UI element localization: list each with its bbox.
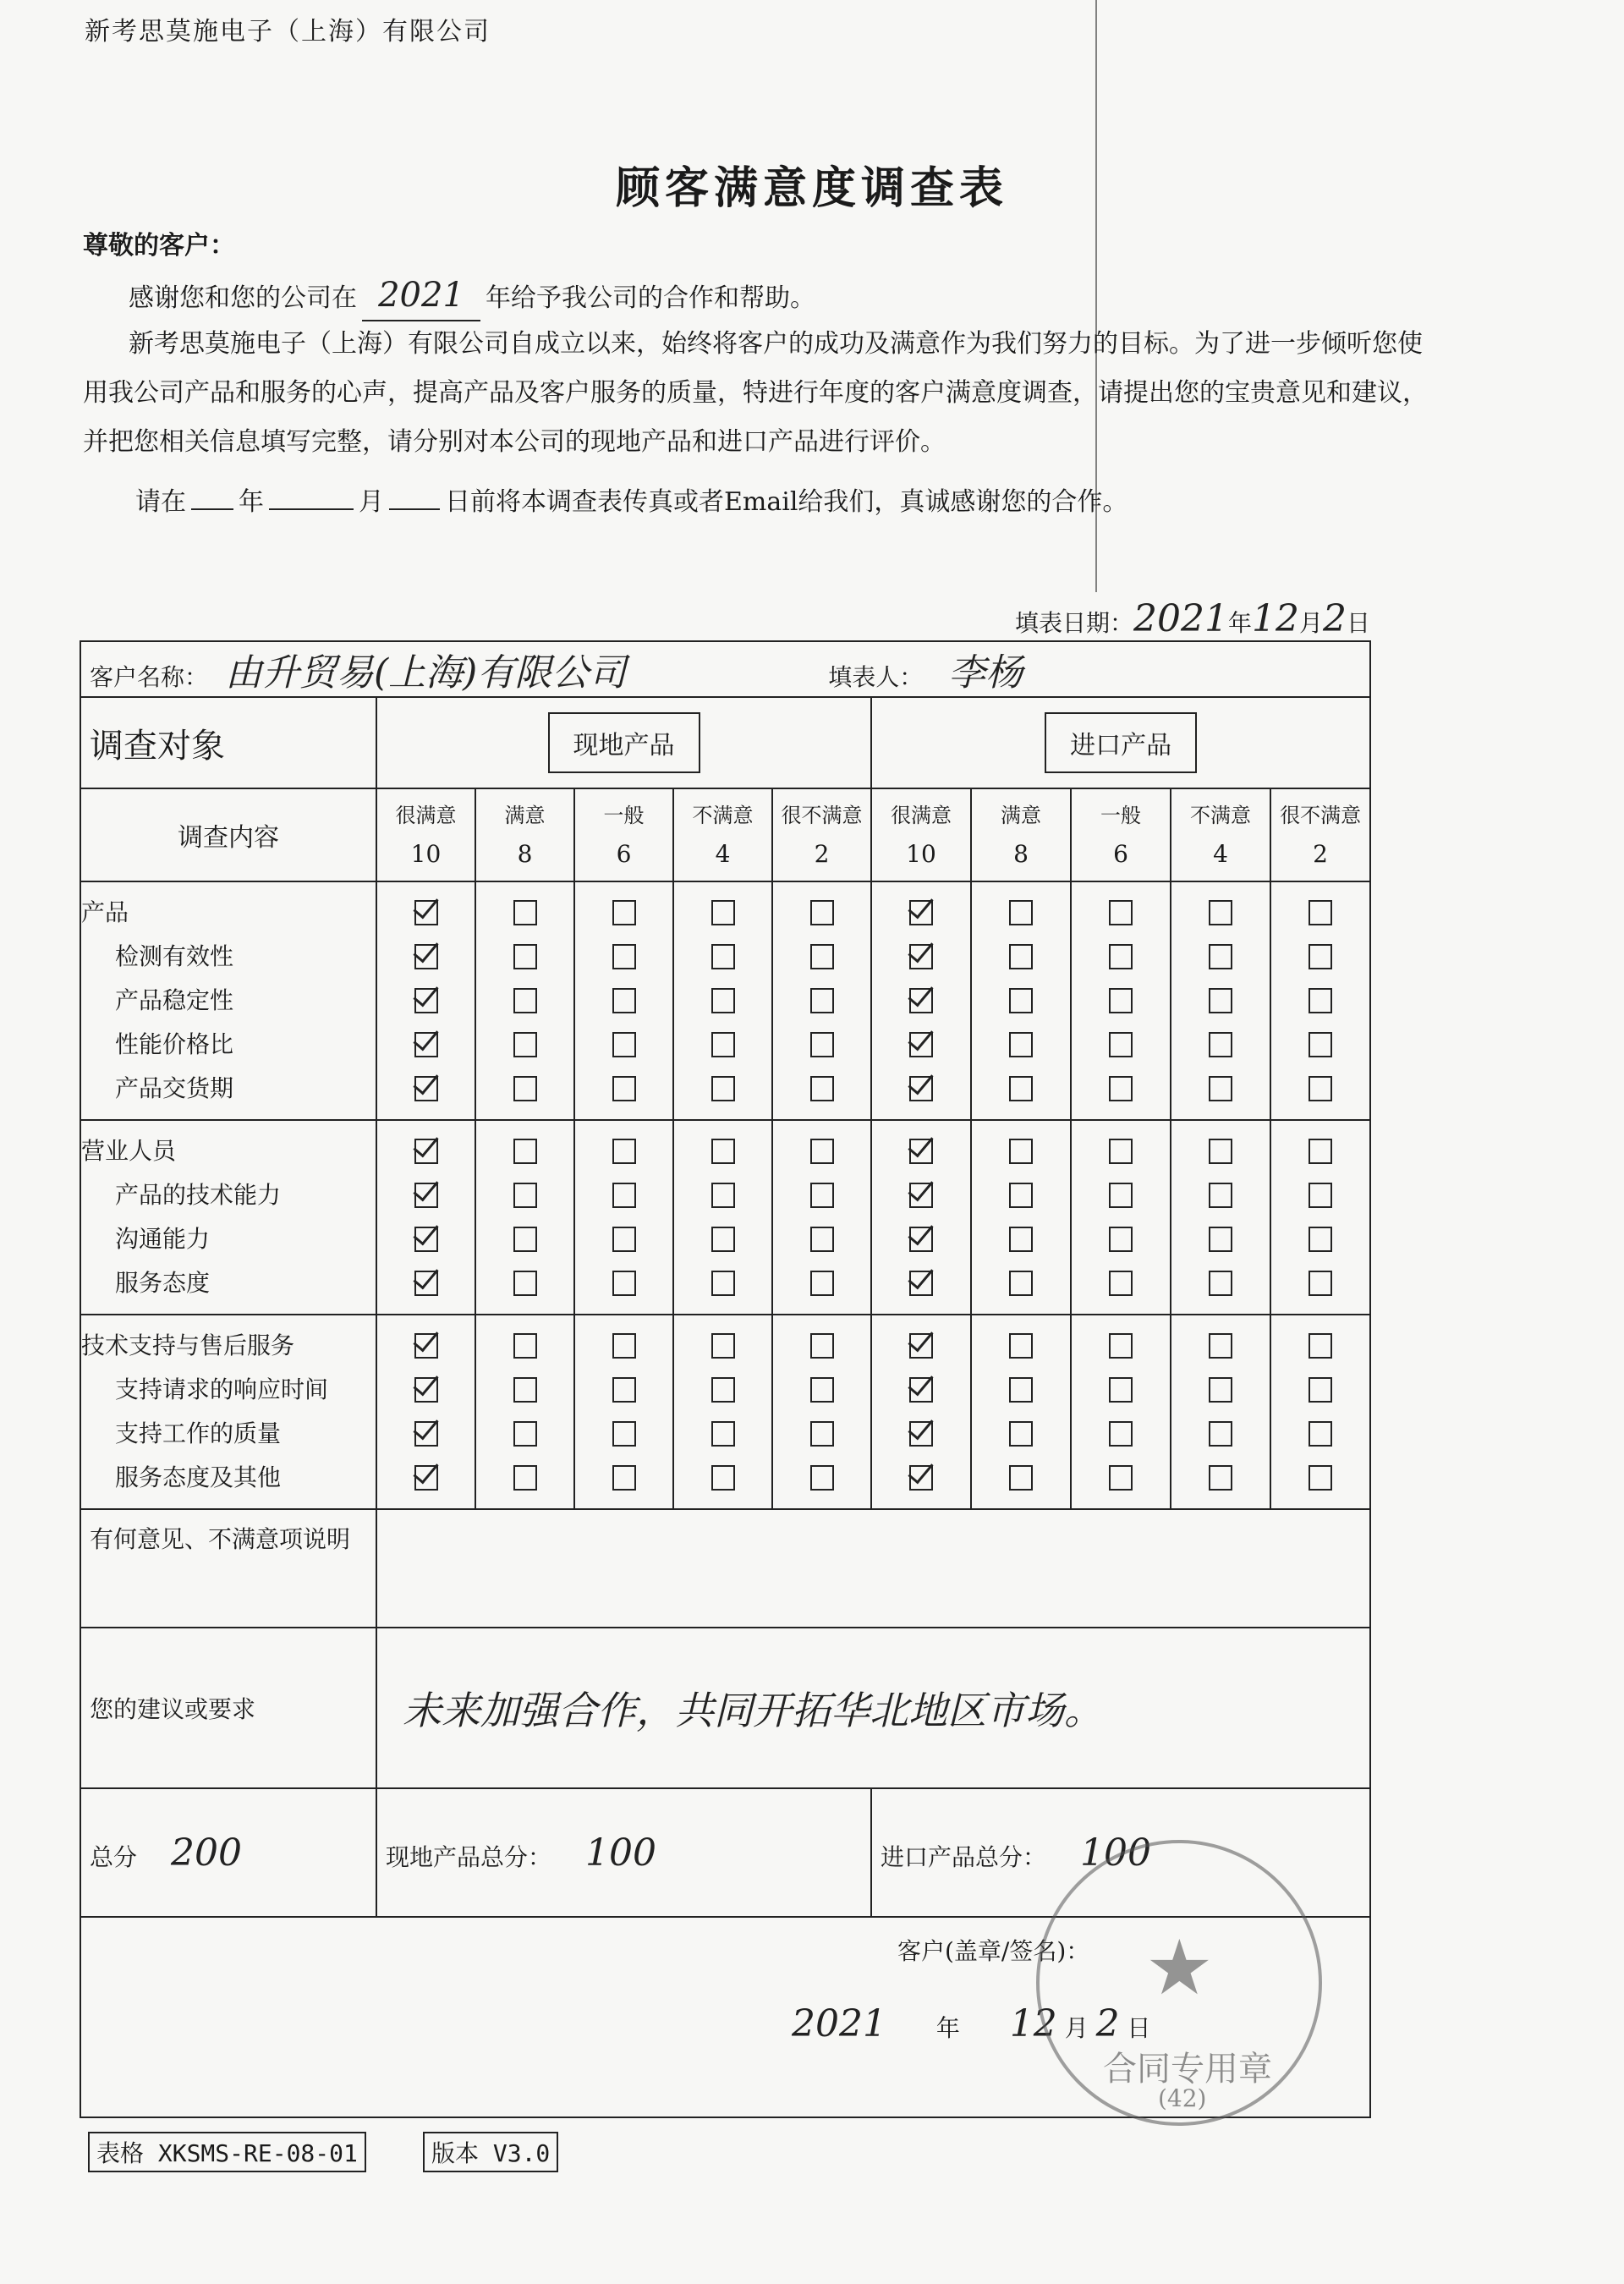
rating-checkbox-local[interactable]: [414, 988, 438, 1013]
seal-star-icon: ★: [1145, 1924, 1214, 2012]
version-label: 版本 V3.0: [423, 2132, 558, 2172]
signature-day[interactable]: 2: [1095, 2002, 1120, 2045]
local-total-cell: [376, 1788, 871, 1917]
rating-score: 4: [715, 840, 731, 868]
rating-header-import-1: [971, 788, 1071, 881]
rating-checkbox-import[interactable]: [1109, 900, 1133, 925]
rating-checkbox-local[interactable]: [414, 1183, 438, 1208]
rating-column-import-10: [871, 1315, 971, 1509]
rating-score: 6: [616, 840, 632, 868]
seal-number: (42): [1158, 2084, 1207, 2112]
rating-checkbox-import[interactable]: [909, 1465, 933, 1491]
rating-checkbox-local[interactable]: [414, 944, 438, 969]
rating-column-local-10: [376, 1315, 475, 1509]
rating-checkbox-local[interactable]: [513, 1271, 537, 1296]
signature-day-unit: 日: [1127, 2014, 1151, 2042]
rating-column-local-8: [475, 881, 574, 1120]
criteria-item-label: 产品的技术能力: [115, 1181, 282, 1209]
rating-checkbox-local[interactable]: [612, 1271, 636, 1296]
fill-date-year[interactable]: 2021: [1133, 597, 1228, 640]
rating-label: 很满意: [891, 804, 952, 827]
rating-header-local-3: [673, 788, 772, 881]
rating-column-local-8: [475, 1120, 574, 1315]
thanks-suffix: 年给予我公司的合作和帮助。: [486, 283, 815, 313]
survey-content-label: 调查内容: [80, 788, 376, 881]
criteria-item-label: 沟通能力: [115, 1225, 211, 1253]
fill-date-day[interactable]: 2: [1322, 597, 1347, 640]
rating-checkbox-local[interactable]: [810, 1227, 834, 1252]
rating-label: 满意: [1001, 804, 1041, 827]
fill-date: [1015, 597, 1370, 640]
criteria-section: [80, 1120, 1370, 1315]
rating-checkbox-import[interactable]: [1009, 1032, 1033, 1057]
rating-checkbox-import[interactable]: [909, 900, 933, 925]
rating-header-local-1: [475, 788, 574, 881]
rating-column-local-8: [475, 1315, 574, 1509]
rating-label: 不满意: [692, 804, 754, 827]
rating-column-import-4: [1171, 1315, 1270, 1509]
local-total-label: 现地产品总分：: [386, 1842, 552, 1871]
criteria-item-label: 性能价格比: [115, 1030, 234, 1058]
rating-checkbox-import[interactable]: [1309, 1139, 1332, 1164]
rating-score: 6: [1113, 840, 1128, 868]
signature-month-unit: 月: [1064, 2014, 1089, 2042]
deadline-line: [83, 478, 1489, 527]
criteria-labels: [80, 1120, 376, 1315]
rating-column-import-8: [971, 1315, 1071, 1509]
survey-object-row: [80, 697, 1370, 788]
rating-checkbox-import[interactable]: [1009, 1333, 1033, 1359]
rating-checkbox-import[interactable]: [1309, 944, 1332, 969]
rating-checkbox-import[interactable]: [1009, 1421, 1033, 1447]
signature-year[interactable]: 2021: [792, 2002, 886, 2045]
rating-checkbox-import[interactable]: [1309, 1227, 1332, 1252]
rating-checkbox-local[interactable]: [711, 988, 735, 1013]
rating-checkbox-local[interactable]: [513, 1183, 537, 1208]
rating-checkbox-local[interactable]: [612, 1333, 636, 1359]
rating-checkbox-import[interactable]: [1309, 1271, 1332, 1296]
rating-column-import-6: [1071, 1120, 1171, 1315]
rating-header-local-2: [574, 788, 673, 881]
rating-label: 一般: [1100, 804, 1141, 827]
rating-checkbox-import[interactable]: [1209, 1333, 1232, 1359]
company-seal: [1036, 1840, 1322, 2126]
signature-label: 客户(盖章/签名)：: [897, 1937, 1090, 1965]
rating-checkbox-import[interactable]: [1209, 900, 1232, 925]
company-header: 新考思莫施电子（上海）有限公司: [85, 17, 491, 47]
criteria-labels: [80, 881, 376, 1120]
rating-checkbox-import[interactable]: [1109, 1139, 1133, 1164]
rating-checkbox-import[interactable]: [1309, 1076, 1332, 1101]
deadline-year-unit: 年: [239, 487, 264, 517]
criteria-item-label: 支持工作的质量: [115, 1419, 282, 1447]
rating-label: 很不满意: [1280, 804, 1362, 827]
rating-checkbox-import[interactable]: [1209, 1271, 1232, 1296]
deadline-month-unit: 月: [359, 487, 384, 517]
rating-column-import-10: [871, 1120, 971, 1315]
rating-checkbox-local[interactable]: [711, 1183, 735, 1208]
rating-checkbox-import[interactable]: [909, 944, 933, 969]
rating-checkbox-import[interactable]: [1209, 1076, 1232, 1101]
intro-paragraph: 新考思莫施电子（上海）有限公司自成立以来，始终将客户的成功及满意作为我们努力的目标。为了进一步倾听您使用我公司产品和服务的心声，提高产品及客户服务的质量，特进行年度的客户满意度调查，请提出您的宝贵意见和建议，并把您相关信息填写完整，请分别对本公司的现地产品和进口产品进行评价。: [83, 329, 1428, 457]
rating-checkbox-import[interactable]: [1209, 944, 1232, 969]
rating-checkbox-import[interactable]: [1009, 1271, 1033, 1296]
remarks-label: 有何意见、不满意项说明: [80, 1509, 376, 1628]
rating-checkbox-import[interactable]: [1309, 1421, 1332, 1447]
rating-checkbox-import[interactable]: [1209, 1465, 1232, 1491]
remarks-row: [80, 1509, 1370, 1628]
rating-column-import-8: [971, 881, 1071, 1120]
rating-checkbox-local[interactable]: [414, 1032, 438, 1057]
criteria-item-label: 产品交货期: [115, 1074, 234, 1102]
rating-checkbox-import[interactable]: [909, 1271, 933, 1296]
remarks-field[interactable]: [376, 1509, 1370, 1628]
thanks-prefix: 感谢您和您的公司在: [129, 283, 357, 313]
rating-column-local-4: [673, 1315, 772, 1509]
rating-checkbox-local[interactable]: [513, 900, 537, 925]
rating-header-local-0: [376, 788, 475, 881]
rating-checkbox-import[interactable]: [1109, 1333, 1133, 1359]
rating-checkbox-local[interactable]: [414, 1227, 438, 1252]
rating-checkbox-local[interactable]: [810, 1271, 834, 1296]
rating-checkbox-local[interactable]: [612, 988, 636, 1013]
local-products-header: [376, 697, 871, 788]
rating-checkbox-local[interactable]: [414, 1465, 438, 1491]
deadline-month-field[interactable]: [269, 508, 354, 510]
rating-checkbox-import[interactable]: [1209, 988, 1232, 1013]
rating-column-local-10: [376, 881, 475, 1120]
rating-checkbox-local[interactable]: [612, 1465, 636, 1491]
rating-checkbox-local[interactable]: [810, 944, 834, 969]
criteria-item-label: 支持请求的响应时间: [115, 1375, 329, 1403]
rating-checkbox-import[interactable]: [1209, 1032, 1232, 1057]
rating-checkbox-import[interactable]: [1009, 1465, 1033, 1491]
total-cell: [80, 1788, 376, 1917]
rating-checkbox-import[interactable]: [1109, 1421, 1133, 1447]
rating-label: 满意: [504, 804, 546, 827]
total-label: 总分: [90, 1842, 138, 1871]
rating-checkbox-local[interactable]: [810, 1032, 834, 1057]
rating-checkbox-local[interactable]: [711, 1032, 735, 1057]
criteria-item-label: 检测有效性: [115, 942, 234, 970]
import-total-label: 进口产品总分：: [881, 1842, 1047, 1871]
rating-checkbox-local[interactable]: [711, 1271, 735, 1296]
form-code-label: 表格 XKSMS-RE-08-01: [88, 2132, 366, 2172]
rating-checkbox-import[interactable]: [1309, 1465, 1332, 1491]
rating-checkbox-import[interactable]: [909, 1032, 933, 1057]
rating-column-local-6: [574, 881, 673, 1120]
import-total-field[interactable]: 100: [1080, 1831, 1151, 1875]
rating-checkbox-local[interactable]: [810, 1377, 834, 1403]
rating-checkbox-import[interactable]: [1109, 1227, 1133, 1252]
deadline-prefix: 请在: [135, 487, 186, 517]
rating-checkbox-local[interactable]: [513, 1139, 537, 1164]
rating-checkbox-local[interactable]: [612, 1377, 636, 1403]
rating-checkbox-local[interactable]: [810, 1333, 834, 1359]
thanks-year-field[interactable]: 2021: [362, 271, 480, 321]
rating-checkbox-import[interactable]: [1209, 1183, 1232, 1208]
rating-column-local-2: [772, 1120, 871, 1315]
rating-column-local-6: [574, 1120, 673, 1315]
rating-header-import-0: [871, 788, 971, 881]
customer-name-label: 客户名称：: [90, 663, 209, 691]
rating-checkbox-import[interactable]: [1109, 1183, 1133, 1208]
rating-checkbox-import[interactable]: [1109, 1076, 1133, 1101]
rating-checkbox-local[interactable]: [513, 1421, 537, 1447]
rating-checkbox-import[interactable]: [1209, 1421, 1232, 1447]
criteria-section-title: 产品: [81, 898, 129, 926]
rating-checkbox-import[interactable]: [909, 1183, 933, 1208]
criteria-section: [80, 1315, 1370, 1509]
rating-column-import-2: [1270, 1120, 1370, 1315]
rating-checkbox-local[interactable]: [711, 1076, 735, 1101]
rating-checkbox-import[interactable]: [909, 1377, 933, 1403]
rating-checkbox-import[interactable]: [1009, 1183, 1033, 1208]
rating-score: 10: [906, 840, 936, 868]
rating-checkbox-local[interactable]: [612, 1421, 636, 1447]
rating-checkbox-local[interactable]: [612, 1227, 636, 1252]
rating-column-import-2: [1270, 881, 1370, 1120]
rating-checkbox-local[interactable]: [414, 1139, 438, 1164]
rating-checkbox-import[interactable]: [1309, 1377, 1332, 1403]
rating-checkbox-local[interactable]: [414, 1377, 438, 1403]
suggestion-label: 您的建议或要求: [80, 1628, 376, 1788]
rating-checkbox-import[interactable]: [1309, 1333, 1332, 1359]
rating-checkbox-local[interactable]: [612, 1076, 636, 1101]
rating-label: 一般: [603, 804, 645, 827]
rating-checkbox-import[interactable]: [909, 1139, 933, 1164]
criteria-section-title: 技术支持与售后服务: [81, 1331, 295, 1359]
rating-checkbox-import[interactable]: [1309, 1183, 1332, 1208]
rating-checkbox-import[interactable]: [1009, 1139, 1033, 1164]
rating-checkbox-local[interactable]: [810, 1421, 834, 1447]
rating-checkbox-import[interactable]: [1109, 1271, 1133, 1296]
rating-checkbox-import[interactable]: [1009, 1076, 1033, 1101]
customer-cell: [80, 641, 1370, 697]
deadline-suffix: 日前将本调查表传真或者Email给我们，真诚感谢您的合作。: [445, 487, 1128, 517]
rating-checkbox-import[interactable]: [1109, 944, 1133, 969]
rating-checkbox-import[interactable]: [909, 1076, 933, 1101]
document-title: 顾客满意度调查表: [615, 162, 1008, 214]
rating-column-import-10: [871, 881, 971, 1120]
rating-checkbox-local[interactable]: [711, 900, 735, 925]
customer-row: [80, 641, 1370, 697]
rating-checkbox-local[interactable]: [711, 1333, 735, 1359]
rating-checkbox-local[interactable]: [810, 988, 834, 1013]
rating-checkbox-import[interactable]: [909, 988, 933, 1013]
rating-score: 8: [1013, 840, 1029, 868]
criteria-item-label: 服务态度: [115, 1269, 211, 1297]
signature-month[interactable]: 12: [1009, 2002, 1057, 2045]
rating-column-local-2: [772, 881, 871, 1120]
rating-header-row: [80, 788, 1370, 881]
rating-header-import-4: [1270, 788, 1370, 881]
rating-checkbox-local[interactable]: [414, 1421, 438, 1447]
rating-checkbox-import[interactable]: [1109, 1377, 1133, 1403]
rating-checkbox-local[interactable]: [612, 900, 636, 925]
rating-column-local-2: [772, 1315, 871, 1509]
rating-score: 10: [410, 840, 442, 868]
rating-checkbox-local[interactable]: [711, 1227, 735, 1252]
rating-header-import-3: [1171, 788, 1270, 881]
rating-checkbox-local[interactable]: [711, 1377, 735, 1403]
rating-checkbox-import[interactable]: [1009, 988, 1033, 1013]
import-products-label: 进口产品: [1045, 712, 1197, 773]
rating-checkbox-local[interactable]: [513, 988, 537, 1013]
total-field[interactable]: 200: [171, 1831, 242, 1875]
filler-field[interactable]: 李杨: [948, 651, 1023, 695]
rating-checkbox-local[interactable]: [810, 900, 834, 925]
rating-label: 很满意: [395, 804, 457, 827]
import-products-header: [871, 697, 1370, 788]
filler-label: 填表人：: [828, 663, 924, 691]
criteria-item-label: 产品稳定性: [115, 986, 234, 1014]
rating-checkbox-local[interactable]: [513, 1377, 537, 1403]
rating-checkbox-local[interactable]: [810, 1139, 834, 1164]
suggestion-field[interactable]: 未来加强合作，共同开拓华北地区市场。: [376, 1628, 1370, 1788]
survey-object-label: 调查对象: [80, 697, 376, 788]
suggestion-row: [80, 1628, 1370, 1788]
rating-column-local-4: [673, 881, 772, 1120]
rating-column-local-10: [376, 1120, 475, 1315]
rating-checkbox-import[interactable]: [909, 1333, 933, 1359]
rating-checkbox-local[interactable]: [711, 1139, 735, 1164]
rating-checkbox-import[interactable]: [1309, 900, 1332, 925]
rating-column-import-2: [1270, 1315, 1370, 1509]
fill-date-year-unit: 年: [1227, 609, 1252, 637]
deadline-day-field[interactable]: [389, 508, 440, 510]
deadline-year-field[interactable]: [191, 508, 233, 510]
criteria-item-label: 服务态度及其他: [115, 1463, 282, 1491]
seal-text: 合同专用章: [1103, 2050, 1272, 2089]
rating-checkbox-local[interactable]: [810, 1183, 834, 1208]
rating-checkbox-import[interactable]: [1109, 1032, 1133, 1057]
customer-name-field[interactable]: 由升贸易(上海)有限公司: [225, 651, 627, 695]
local-total-field[interactable]: 100: [585, 1831, 656, 1875]
rating-score: 4: [1213, 840, 1228, 868]
criteria-section-title: 营业人员: [81, 1137, 177, 1165]
signature-year-unit: 年: [935, 2014, 960, 2042]
fill-date-label: 填表日期：: [1014, 609, 1133, 637]
rating-checkbox-local[interactable]: [513, 1227, 537, 1252]
rating-score: 2: [814, 840, 830, 868]
fill-date-day-unit: 日: [1346, 609, 1370, 637]
rating-checkbox-local[interactable]: [612, 944, 636, 969]
thanks-line: [83, 271, 1482, 323]
rating-checkbox-local[interactable]: [612, 1139, 636, 1164]
rating-checkbox-import[interactable]: [1109, 1465, 1133, 1491]
salutation: 尊敬的客户：: [83, 231, 235, 261]
criteria-labels: [80, 1315, 376, 1509]
rating-checkbox-import[interactable]: [1009, 944, 1033, 969]
rating-checkbox-local[interactable]: [513, 1032, 537, 1057]
rating-checkbox-local[interactable]: [513, 944, 537, 969]
rating-label: 不满意: [1190, 804, 1251, 827]
rating-checkbox-import[interactable]: [1209, 1377, 1232, 1403]
rating-checkbox-local[interactable]: [711, 944, 735, 969]
rating-checkbox-local[interactable]: [513, 1333, 537, 1359]
rating-checkbox-local[interactable]: [810, 1465, 834, 1491]
rating-checkbox-local[interactable]: [414, 900, 438, 925]
fill-date-month-unit: 月: [1298, 609, 1323, 637]
rating-header-local-4: [772, 788, 871, 881]
rating-checkbox-local[interactable]: [711, 1465, 735, 1491]
rating-checkbox-local[interactable]: [414, 1271, 438, 1296]
rating-column-import-8: [971, 1120, 1071, 1315]
rating-checkbox-local[interactable]: [513, 1465, 537, 1491]
rating-column-import-4: [1171, 1120, 1270, 1315]
rating-checkbox-local[interactable]: [612, 1032, 636, 1057]
fill-date-month[interactable]: 12: [1251, 597, 1299, 640]
rating-checkbox-import[interactable]: [909, 1421, 933, 1447]
rating-checkbox-import[interactable]: [1209, 1139, 1232, 1164]
rating-score: 2: [1313, 840, 1328, 868]
rating-column-local-4: [673, 1120, 772, 1315]
rating-checkbox-import[interactable]: [1009, 1377, 1033, 1403]
rating-checkbox-import[interactable]: [1209, 1227, 1232, 1252]
rating-checkbox-local[interactable]: [513, 1076, 537, 1101]
rating-column-import-6: [1071, 881, 1171, 1120]
rating-label: 很不满意: [781, 804, 863, 827]
criteria-section: [80, 881, 1370, 1120]
rating-checkbox-import[interactable]: [909, 1227, 933, 1252]
rating-checkbox-local[interactable]: [612, 1183, 636, 1208]
rating-column-local-6: [574, 1315, 673, 1509]
rating-checkbox-import[interactable]: [1009, 1227, 1033, 1252]
rating-column-import-6: [1071, 1315, 1171, 1509]
rating-checkbox-local[interactable]: [414, 1333, 438, 1359]
local-products-label: 现地产品: [548, 712, 700, 773]
rating-checkbox-local[interactable]: [711, 1421, 735, 1447]
rating-column-import-4: [1171, 881, 1270, 1120]
rating-checkbox-import[interactable]: [1109, 988, 1133, 1013]
rating-checkbox-import[interactable]: [1309, 988, 1332, 1013]
rating-header-import-2: [1071, 788, 1171, 881]
rating-checkbox-local[interactable]: [414, 1076, 438, 1101]
rating-checkbox-import[interactable]: [1309, 1032, 1332, 1057]
rating-checkbox-local[interactable]: [810, 1076, 834, 1101]
rating-score: 8: [517, 840, 533, 868]
rating-checkbox-import[interactable]: [1009, 900, 1033, 925]
